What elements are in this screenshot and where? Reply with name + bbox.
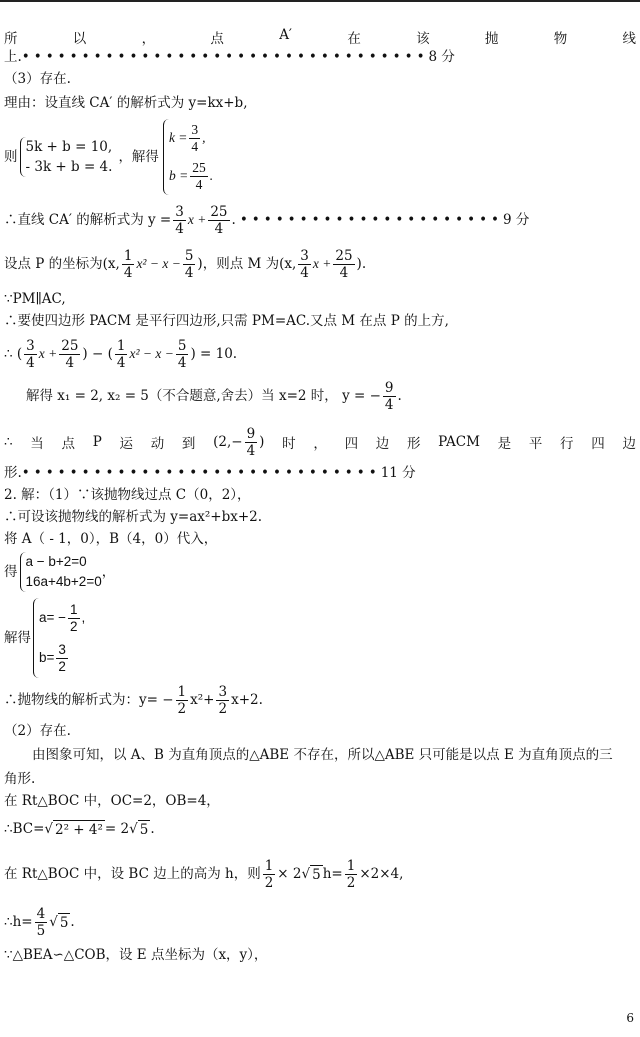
radicand: 5 (59, 914, 69, 931)
char: 在 (347, 31, 361, 47)
leader-dots: •••••••••••••••••••••••••••••• (21, 465, 381, 481)
fraction-denominator: 2 (70, 618, 78, 634)
radicand: 5 (139, 821, 149, 838)
fraction-denominator: 4 (26, 354, 35, 371)
page-number: 6 (626, 1011, 634, 1025)
fraction-denominator: 4 (175, 220, 184, 237)
fraction-denominator: 4 (177, 354, 187, 371)
fraction-numerator: 1 (116, 337, 126, 354)
a-label: a= − (39, 610, 67, 625)
fraction-numerator: 3 (300, 247, 309, 264)
text: ∴直线 CA′ 的解析式为 y = (4, 212, 172, 228)
text: 上. (4, 49, 22, 65)
fraction-numerator: 5 (177, 337, 187, 354)
text: x + (187, 212, 207, 227)
fraction-numerator: 4 (36, 905, 46, 922)
text: . (70, 914, 75, 930)
figure-text-1: 由图象可知，以 A、B 为直角顶点的△ABE 不存在，所以△ABE 只可能是以点 E 为直角顶点的三 (32, 747, 613, 763)
text: ∴ ( (4, 346, 23, 362)
char: 点 (61, 436, 75, 452)
radicand: 5 (312, 866, 321, 883)
system-1 (4, 118, 213, 196)
char: 所 (4, 31, 18, 47)
brace-system (33, 598, 85, 678)
fraction-denominator: 4 (384, 396, 394, 413)
figure-text-2: 角形. (4, 771, 36, 787)
char: 是 (497, 436, 512, 452)
fraction-denominator: 4 (300, 264, 309, 281)
char: 动 (150, 436, 165, 452)
fraction-denominator: 4 (65, 354, 75, 371)
k-label: k = (168, 130, 188, 145)
char: 当 (30, 436, 44, 452)
text: 设点 P 的坐标为(x, (4, 256, 120, 272)
text: ) − ( (82, 346, 113, 362)
text: ∴BC= (4, 821, 45, 837)
char: 四 (591, 436, 605, 452)
h-line: ∴h= $\frac{4}{5}$ √ 5 . (4, 905, 75, 939)
prefix: 解得 (4, 630, 31, 646)
text: ，解得 (118, 149, 159, 165)
point-p-line (4, 246, 366, 282)
radicand: 2² + 4² (55, 821, 103, 838)
char: ， (141, 31, 156, 47)
justified-row-1 (4, 27, 636, 47)
fraction-numerator: 25 (210, 203, 228, 220)
fraction-denominator: 5 (36, 922, 46, 939)
text: ∴h= (4, 914, 33, 930)
char: 时 (282, 436, 296, 452)
rt-line-1: 在 Rt△BOC 中，OC=2，OB=4， (4, 793, 220, 809)
part2-title: （2）存在. (4, 723, 71, 739)
text: x + (38, 346, 58, 361)
fraction-numerator: 3 (58, 641, 66, 657)
text: x²+ (190, 692, 215, 708)
fraction-numerator: 1 (264, 857, 274, 874)
text: ， (101, 564, 116, 580)
text: x+2. (231, 692, 263, 708)
parallel-line: ∵PM∥AC, (4, 291, 66, 307)
char: 抛 (484, 31, 499, 47)
score-row-8 (4, 48, 455, 66)
fraction-denominator: 2 (177, 700, 187, 717)
leader-dots: •••••••••••••••••••••••••••••••••• (21, 49, 429, 65)
system-2 (4, 548, 115, 596)
char: 运 (119, 436, 133, 452)
text: = 2 (104, 821, 130, 837)
q2-sub: 将 A（ - 1，0），B（4，0）代入， (4, 531, 218, 547)
fraction-numerator: 1 (346, 857, 356, 874)
text: )，则点 M 为(x, (197, 256, 297, 272)
fraction-numerator: 25 (335, 247, 353, 264)
text: x + (312, 256, 332, 271)
fraction-numerator: 25 (61, 337, 79, 354)
text: x² − x − (129, 346, 174, 361)
text: ×2×4, (359, 866, 404, 882)
q2-title: 2. 解：（1）∵该抛物线过点 C（0，2）， (4, 487, 251, 503)
fraction-denominator: 2 (218, 700, 228, 717)
char: A′ (279, 27, 293, 43)
char: 行 (560, 436, 574, 452)
char: PACM (438, 434, 480, 450)
justified-row-when (4, 424, 636, 460)
char: 边 (622, 436, 636, 452)
prefix: 则 (4, 149, 18, 165)
right-system: k = $\frac{3}{4}$ , b = $\frac{25}{4}$ . (163, 119, 213, 195)
char: 物 (553, 31, 568, 47)
fraction-denominator: 4 (339, 264, 349, 281)
text: . (150, 821, 155, 837)
equation: a − b+2=0 (25, 554, 87, 569)
text: . (231, 212, 236, 228)
char: 平 (528, 436, 543, 452)
fraction-numerator: 5 (184, 247, 194, 264)
b-label: b= (39, 650, 55, 665)
text: ) = 10. (190, 346, 238, 362)
text: ∴抛物线的解析式为：y= − (4, 692, 174, 708)
need-line: ∴要使四边形 PACM 是平行四边形,只需 PM=AC.又点 M 在点 P 的上方, (4, 313, 449, 329)
fraction-denominator: 4 (214, 220, 224, 237)
char: 形 (406, 436, 421, 452)
b-label: b = (168, 168, 189, 183)
text: × 2 (277, 866, 302, 882)
text: 形. (4, 465, 22, 481)
char: ∴ (4, 434, 13, 450)
fraction-denominator: 4 (184, 264, 194, 281)
fraction-denominator: 4 (195, 177, 203, 193)
fraction-denominator: 4 (191, 139, 199, 155)
fraction-numerator: 9 (384, 379, 394, 396)
fraction-numerator: 9 (246, 425, 256, 442)
text: x² − x − (136, 256, 181, 271)
similar-line: ∵△BEA∽△COB，设 E 点坐标为（x，y）， (4, 947, 268, 963)
char: 四 (344, 436, 359, 452)
part3-title: （3）存在. (4, 71, 71, 87)
char: 边 (375, 436, 390, 452)
char: 线 (622, 31, 636, 47)
text: , (81, 610, 86, 625)
score: 9 分 (503, 212, 530, 228)
solve-line (26, 378, 402, 414)
fraction-denominator: 4 (116, 354, 126, 371)
top-rule (0, 0, 640, 2)
char: 点 (210, 31, 224, 47)
system-3 (4, 598, 85, 678)
char: 到 (181, 436, 196, 452)
leader-dots: •••••••••••••••••••••• (239, 212, 503, 228)
char: ， (313, 436, 327, 452)
q2-set: ∴可设该抛物线的解析式为 y=ax²+bx+2. (4, 509, 263, 525)
brace-system (20, 552, 102, 592)
char: 该 (416, 31, 430, 47)
fraction-numerator: 1 (123, 247, 133, 264)
fraction-denominator: 2 (346, 874, 356, 891)
condition-equation (4, 336, 237, 372)
fraction-numerator: 1 (70, 601, 78, 617)
score: 8 分 (428, 49, 455, 65)
prefix: 得 (4, 564, 18, 580)
char: 以 (72, 31, 87, 47)
fraction-denominator: 2 (58, 658, 66, 674)
fraction-denominator: 2 (264, 874, 274, 891)
score: 11 分 (380, 465, 416, 481)
score-row-11 (4, 464, 416, 482)
text: h= (322, 866, 343, 882)
text: . (397, 388, 402, 404)
text: 解得 x₁ = 2, x₂ = 5（不合题意,舍去）当 x=2 时， y = − (26, 388, 381, 404)
equation: 5k + b = 10, (25, 139, 113, 155)
fraction-denominator: 4 (246, 442, 256, 459)
rt-line-2: 在 Rt△BOC 中，设 BC 边上的高为 h，则 $\frac{1}{2}$ × 2 √ 5 h= $\frac{1}{2}$ ×2×4, (4, 857, 404, 891)
fraction-denominator: 4 (123, 264, 133, 281)
equation: - 3k + b = 4. (25, 159, 113, 175)
line-ca-equation (4, 202, 529, 238)
fraction-numerator: 3 (191, 122, 199, 138)
char: P (92, 434, 102, 450)
fraction-numerator: 3 (175, 203, 184, 220)
parabola-line (4, 682, 263, 718)
bc-line: ∴BC= √ 2² + 4² = 2 √ 5 . (4, 821, 155, 838)
fraction-numerator: 1 (177, 683, 187, 700)
left-system (20, 137, 113, 177)
point-coordinate: (2,− $\frac{9}{4}$ ) (213, 425, 265, 459)
fraction-numerator: 3 (26, 337, 35, 354)
equation: 16a+4b+2=0 (25, 574, 102, 589)
fraction-numerator: 3 (218, 683, 228, 700)
reason-line: 理由：设直线 CA′ 的解析式为 y=kx+b, (4, 95, 248, 111)
text: ). (356, 256, 367, 272)
fraction-numerator: 25 (192, 160, 206, 176)
text: 在 Rt△BOC 中，设 BC 边上的高为 h，则 (4, 866, 261, 882)
